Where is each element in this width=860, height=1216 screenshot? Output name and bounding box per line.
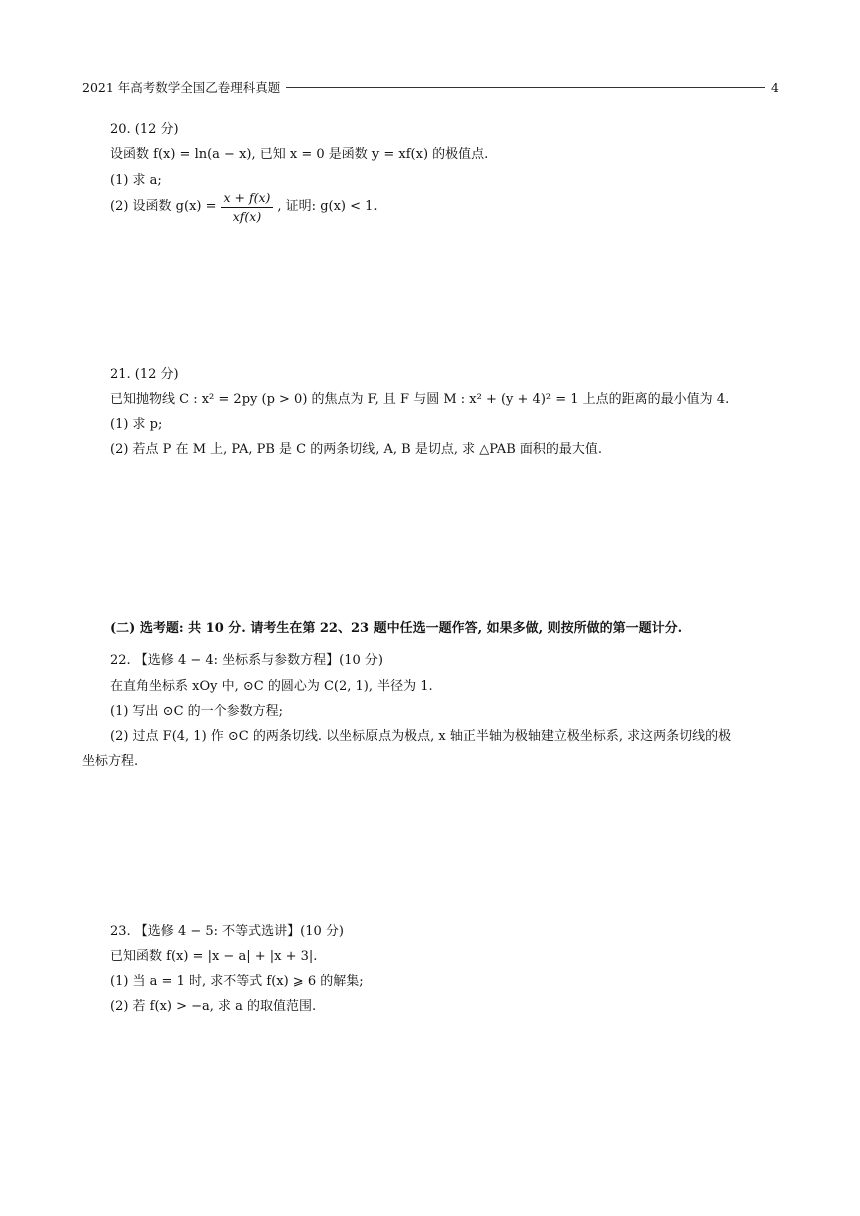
header-rule [286,87,765,88]
q23-part2: (2) 若 f(x) > −a, 求 a 的取值范围. [110,999,317,1014]
header-title: 2021 年高考数学全国乙卷理科真题 [82,80,281,95]
q20-part2-prefix: (2) 设函数 g(x) = [110,199,217,214]
q21-number: 21. (12 分) [110,367,179,382]
q20-fraction-denominator: xf(x) [232,208,262,224]
q20-stem: 设函数 f(x) = ln(a − x), 已知 x = 0 是函数 y = xf(x) 的极值点. [110,147,489,162]
q23-number: 23. 【选修 4 − 5: 不等式选讲】(10 分) [110,924,344,939]
q22-part1: (1) 写出 ⊙C 的一个参数方程; [110,704,284,719]
q23-stem: 已知函数 f(x) = |x − a| + |x + 3|. [110,949,318,964]
q20-part2-suffix: , 证明: g(x) < 1. [277,199,378,214]
q23-part1: (1) 当 a = 1 时, 求不等式 f(x) ⩾ 6 的解集; [110,974,364,989]
q22-number: 22. 【选修 4 − 4: 坐标系与参数方程】(10 分) [110,653,383,668]
q22-part2-line1: (2) 过点 F(4, 1) 作 ⊙C 的两条切线. 以坐标原点为极点, x 轴正半轴为极轴建立极坐标系, 求这两条切线的极 [110,729,732,744]
q20-fraction [221,190,274,225]
page-number: 4 [771,79,779,95]
q20-number: 20. (12 分) [110,122,179,137]
q21-part2: (2) 若点 P 在 M 上, PA, PB 是 C 的两条切线, A, B 是切点, 求 △PAB 面积的最大值. [110,442,603,457]
q20-fraction-numerator: x + f(x) [221,190,274,208]
page-header [82,78,779,96]
q22-stem: 在直角坐标系 xOy 中, ⊙C 的圆心为 C(2, 1), 半径为 1. [110,679,433,694]
q20-part2 [110,188,378,226]
q20-part1: (1) 求 a; [110,173,162,188]
q22-part2-line2: 坐标方程. [82,754,139,769]
section-2-title: (二) 选考题: 共 10 分. 请考生在第 22、23 题中任选一题作答, 如果多做, 则按所做的第一题计分. [110,621,683,636]
q21-part1: (1) 求 p; [110,417,163,432]
q21-stem: 已知抛物线 C : x² = 2py (p > 0) 的焦点为 F, 且 F 与圆 M : x² + (y + 4)² = 1 上点的距离的最小值为 4. [110,392,730,407]
